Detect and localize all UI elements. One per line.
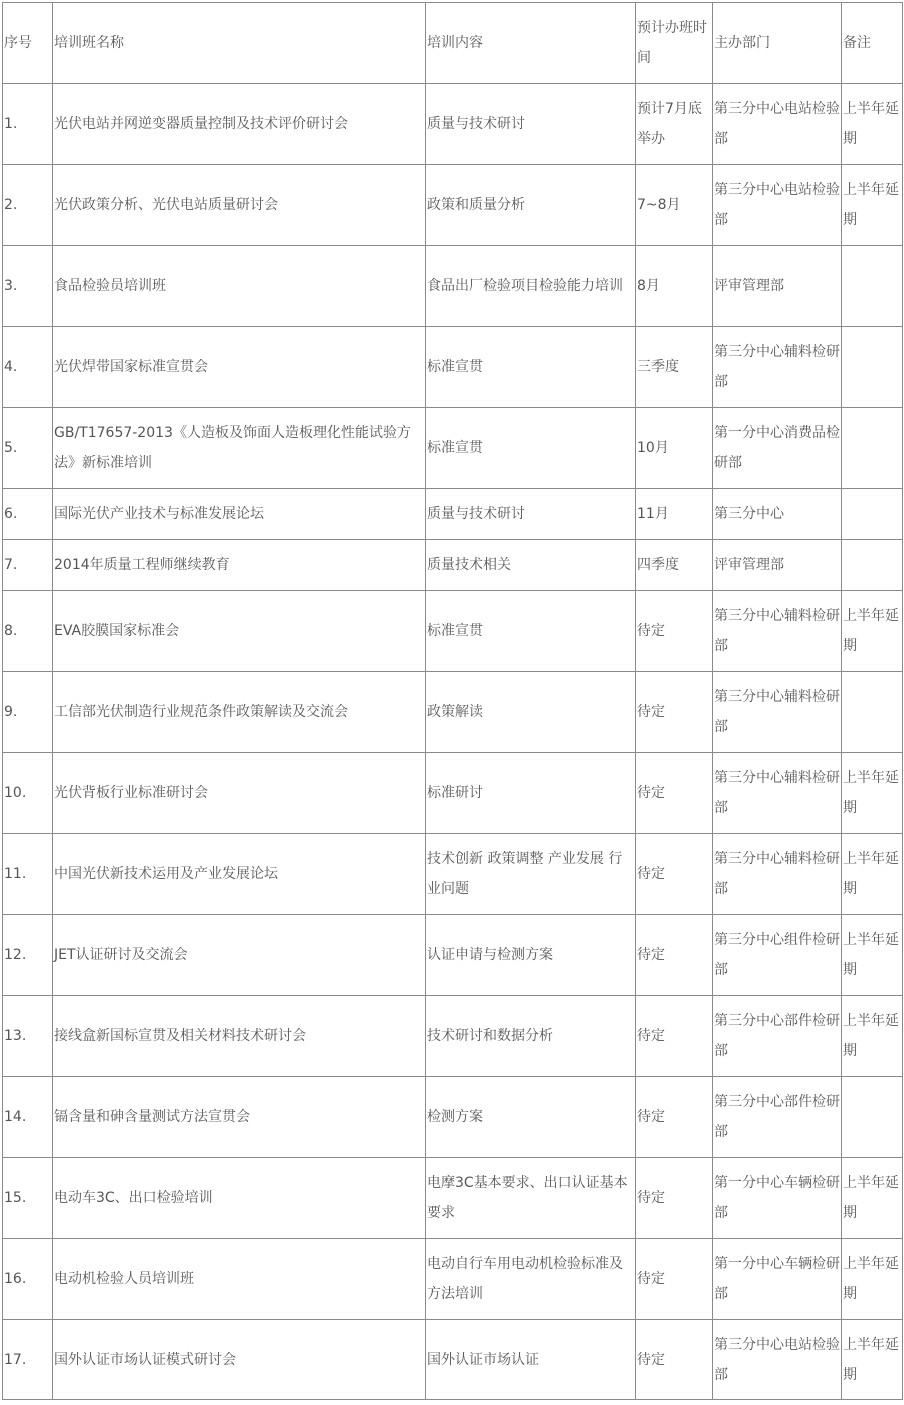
cell-content: 标准宣贯 [426,327,636,408]
table-row [3,753,903,834]
table-row [3,408,903,489]
table-row [3,996,903,1077]
table-row [3,246,903,327]
cell-time: 10月 [636,408,713,489]
table-row [3,1158,903,1239]
cell-index: 15. [3,1158,53,1239]
cell-department: 第三分中心电站检验部 [713,165,842,246]
cell-department: 第一分中心车辆检研部 [713,1158,842,1239]
cell-index: 7. [3,540,53,591]
cell-time: 11月 [636,489,713,540]
cell-department: 第三分中心辅料检研部 [713,672,842,753]
cell-content: 质量与技术研讨 [426,489,636,540]
cell-time: 待定 [636,996,713,1077]
cell-name: 接线盒新国标宣贯及相关材料技术研讨会 [53,996,426,1077]
cell-time: 待定 [636,1239,713,1320]
cell-department: 第三分中心辅料检研部 [713,834,842,915]
table-row [3,591,903,672]
cell-name: 电动车3C、出口检验培训 [53,1158,426,1239]
header-row [3,3,903,84]
cell-time: 7~8月 [636,165,713,246]
cell-name: 国际光伏产业技术与标准发展论坛 [53,489,426,540]
cell-index: 1. [3,84,53,165]
cell-remark [842,489,903,540]
cell-name: 电动机检验人员培训班 [53,1239,426,1320]
cell-remark: 上半年延期 [842,834,903,915]
cell-index: 2. [3,165,53,246]
cell-content: 技术研讨和数据分析 [426,996,636,1077]
cell-index: 10. [3,753,53,834]
cell-index: 5. [3,408,53,489]
cell-time: 待定 [636,591,713,672]
header-cell-content: 培训内容 [426,3,636,84]
table-row [3,1239,903,1320]
table-row [3,165,903,246]
header-cell-remark: 备注 [842,3,903,84]
cell-department: 第一分中心车辆检研部 [713,1239,842,1320]
cell-department: 第三分中心辅料检研部 [713,327,842,408]
cell-time: 三季度 [636,327,713,408]
cell-name: 食品检验员培训班 [53,246,426,327]
cell-department: 第三分中心辅料检研部 [713,753,842,834]
cell-remark: 上半年延期 [842,915,903,996]
cell-time: 待定 [636,1077,713,1158]
cell-index: 8. [3,591,53,672]
cell-remark: 上半年延期 [842,753,903,834]
cell-index: 9. [3,672,53,753]
cell-remark [842,540,903,591]
cell-content: 标准宣贯 [426,591,636,672]
cell-time: 待定 [636,672,713,753]
training-schedule-table [2,2,903,1400]
cell-name: 光伏焊带国家标准宣贯会 [53,327,426,408]
cell-content: 质量与技术研讨 [426,84,636,165]
cell-name: 光伏电站并网逆变器质量控制及技术评价研讨会 [53,84,426,165]
cell-department: 评审管理部 [713,540,842,591]
cell-content: 电摩3C基本要求、出口认证基本要求 [426,1158,636,1239]
table-row [3,489,903,540]
cell-name: 镉含量和砷含量测试方法宣贯会 [53,1077,426,1158]
cell-remark [842,327,903,408]
cell-index: 14. [3,1077,53,1158]
cell-time: 四季度 [636,540,713,591]
cell-time: 待定 [636,1158,713,1239]
cell-index: 11. [3,834,53,915]
cell-department: 评审管理部 [713,246,842,327]
cell-department: 第三分中心辅料检研部 [713,591,842,672]
cell-name: GB/T17657-2013《人造板及饰面人造板理化性能试验方法》新标准培训 [53,408,426,489]
cell-department: 第三分中心部件检研部 [713,1077,842,1158]
header-cell-name: 培训班名称 [53,3,426,84]
cell-department: 第一分中心消费品检研部 [713,408,842,489]
cell-index: 13. [3,996,53,1077]
cell-department: 第三分中心 [713,489,842,540]
table-row [3,1320,903,1400]
cell-remark [842,246,903,327]
cell-name: 国外认证市场认证模式研讨会 [53,1320,426,1400]
cell-remark [842,1077,903,1158]
table-row [3,84,903,165]
cell-department: 第三分中心部件检研部 [713,996,842,1077]
cell-name: 2014年质量工程师继续教育 [53,540,426,591]
cell-content: 认证申请与检测方案 [426,915,636,996]
cell-content: 质量技术相关 [426,540,636,591]
header-cell-time: 预计办班时间 [636,3,713,84]
table-body [3,3,903,1400]
cell-name: JET认证研讨及交流会 [53,915,426,996]
table-row [3,327,903,408]
cell-name: 工信部光伏制造行业规范条件政策解读及交流会 [53,672,426,753]
cell-content: 电动自行车用电动机检验标准及方法培训 [426,1239,636,1320]
cell-remark: 上半年延期 [842,1239,903,1320]
cell-content: 检测方案 [426,1077,636,1158]
cell-time: 8月 [636,246,713,327]
cell-time: 待定 [636,915,713,996]
cell-index: 16. [3,1239,53,1320]
cell-content: 食品出厂检验项目检验能力培训 [426,246,636,327]
cell-index: 4. [3,327,53,408]
cell-name: EVA胶膜国家标准会 [53,591,426,672]
table-row [3,1077,903,1158]
cell-name: 中国光伏新技术运用及产业发展论坛 [53,834,426,915]
cell-department: 第三分中心电站检验部 [713,1320,842,1400]
cell-remark: 上半年延期 [842,1320,903,1400]
cell-remark [842,672,903,753]
cell-time: 待定 [636,1320,713,1400]
cell-remark: 上半年延期 [842,165,903,246]
cell-index: 17. [3,1320,53,1400]
table-row [3,540,903,591]
cell-content: 标准研讨 [426,753,636,834]
table-row [3,672,903,753]
cell-time: 待定 [636,753,713,834]
cell-index: 12. [3,915,53,996]
cell-remark: 上半年延期 [842,1158,903,1239]
cell-time: 待定 [636,834,713,915]
cell-time: 预计7月底举办 [636,84,713,165]
header-cell-index: 序号 [3,3,53,84]
cell-remark: 上半年延期 [842,591,903,672]
cell-content: 政策解读 [426,672,636,753]
cell-name: 光伏背板行业标准研讨会 [53,753,426,834]
cell-index: 6. [3,489,53,540]
cell-content: 国外认证市场认证 [426,1320,636,1400]
cell-content: 政策和质量分析 [426,165,636,246]
cell-remark: 上半年延期 [842,84,903,165]
table-row [3,834,903,915]
cell-department: 第三分中心组件检研部 [713,915,842,996]
table-row [3,915,903,996]
cell-content: 标准宣贯 [426,408,636,489]
cell-name: 光伏政策分析、光伏电站质量研讨会 [53,165,426,246]
cell-department: 第三分中心电站检验部 [713,84,842,165]
cell-index: 3. [3,246,53,327]
cell-content: 技术创新 政策调整 产业发展 行业问题 [426,834,636,915]
cell-remark [842,408,903,489]
header-cell-department: 主办部门 [713,3,842,84]
cell-remark: 上半年延期 [842,996,903,1077]
